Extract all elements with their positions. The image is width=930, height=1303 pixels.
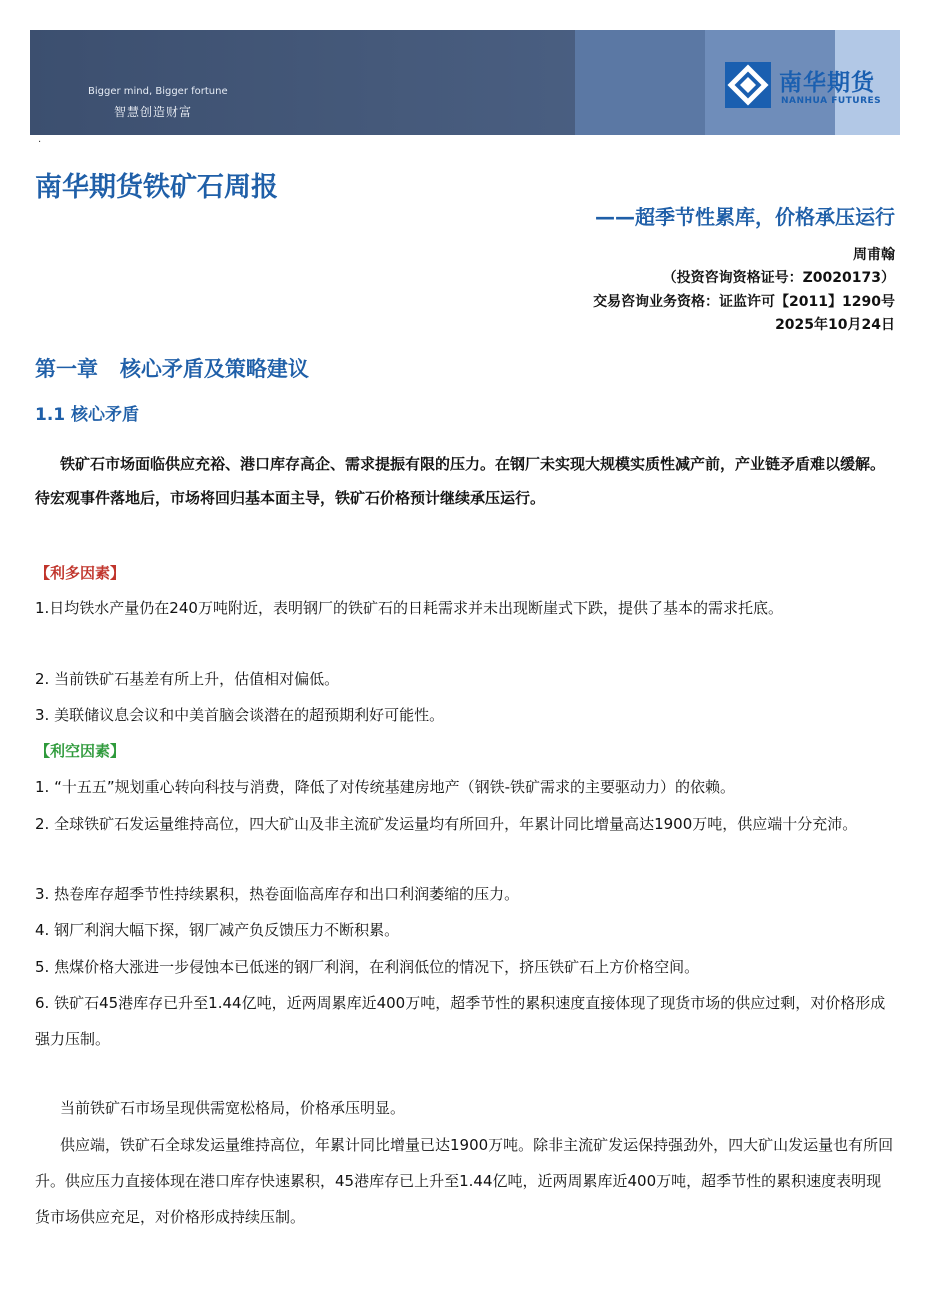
slogan-chinese: 智慧创造财富	[114, 105, 193, 119]
bullish-item: 3. 美联储议息会议和中美首脑会谈潜在的超预期利好可能性。	[35, 706, 445, 724]
bearish-label: 【利空因素】	[35, 742, 126, 760]
bullish-label: 【利多因素】	[35, 564, 126, 582]
nanhua-logo-icon	[725, 62, 771, 108]
bullish-item: 1.日均铁水产量仍在240万吨附近，表明钢厂的铁矿石的日耗需求并未出现断崖式下跌，提供了基本的需求托底。	[35, 599, 783, 617]
banner-stripe	[575, 30, 705, 135]
author-qualification: （投资咨询资格证号：Z0020173）	[662, 270, 895, 286]
bearish-item: 5. 焦煤价格大涨进一步侵蚀本已低迷的钢厂利润，在利润低位的情况下，挤压铁矿石上方价格空间。	[35, 958, 700, 976]
logo-name-english: NANHUA FUTURES	[781, 96, 882, 106]
license-info: 交易咨询业务资格：证监许可【2011】1290号	[593, 294, 895, 310]
header-banner	[30, 30, 900, 135]
intro-paragraph: 铁矿石市场面临供应充裕、港口库存高企、需求提振有限的压力。在钢厂未实现大规模实质性减产前，产业链矛盾难以缓解。待宏观事件落地后，市场将回归基本面主导，铁矿石价格预计继续承压运行。	[35, 455, 886, 507]
summary-paragraph: 当前铁矿石市场呈现供需宽松格局，价格承压明显。	[60, 1099, 406, 1117]
bearish-item: 4. 钢厂利润大幅下探，钢厂减产负反馈压力不断积累。	[35, 921, 400, 939]
bearish-item: 3. 热卷库存超季节性持续累积，热卷面临高库存和出口利润萎缩的压力。	[35, 885, 520, 903]
report-title: 南华期货铁矿石周报	[35, 172, 278, 203]
company-logo	[725, 60, 890, 110]
logo-name-chinese: 南华期货	[779, 70, 875, 96]
section-heading: 1.1 核心矛盾	[35, 405, 140, 425]
report-subtitle: ——超季节性累库，价格承压运行	[595, 205, 895, 229]
bullish-item: 2. 当前铁矿石基差有所上升，估值相对偏低。	[35, 670, 340, 688]
bearish-item: 1. “十五五”规划重心转向科技与消费，降低了对传统基建房地产（钢铁-铁矿需求的主要驱动力）的依赖。	[35, 778, 736, 796]
slogan-english: Bigger mind, Bigger fortune	[88, 86, 228, 97]
bearish-item: 6. 铁矿石45港库存已升至1.44亿吨，近两周累库近400万吨，超季节性的累积速度直接体现了现货市场的供应过剩，对价格形成强力压制。	[35, 994, 886, 1048]
chapter-heading: 第一章 核心矛盾及策略建议	[35, 357, 309, 381]
supply-paragraph: 供应端，铁矿石全球发运量维持高位，年累计同比增量已达1900万吨。除非主流矿发运保持强劲外，四大矿山发运量也有所回升。供应压力直接体现在港口库存快速累积，45港库存已上升至1.44亿吨，近两周累库近400万吨，超季节性的累积速度表明现货市场供应充足，对价格形成持续压制。	[35, 1136, 894, 1226]
divider-dot: ·	[38, 137, 42, 148]
author-name: 周甫翰	[853, 247, 895, 263]
bearish-item: 2. 全球铁矿石发运量维持高位，四大矿山及非主流矿发运量均有所回升，年累计同比增量高达1900万吨，供应端十分充沛。	[35, 815, 858, 833]
report-date: 2025年10月24日	[775, 317, 895, 333]
